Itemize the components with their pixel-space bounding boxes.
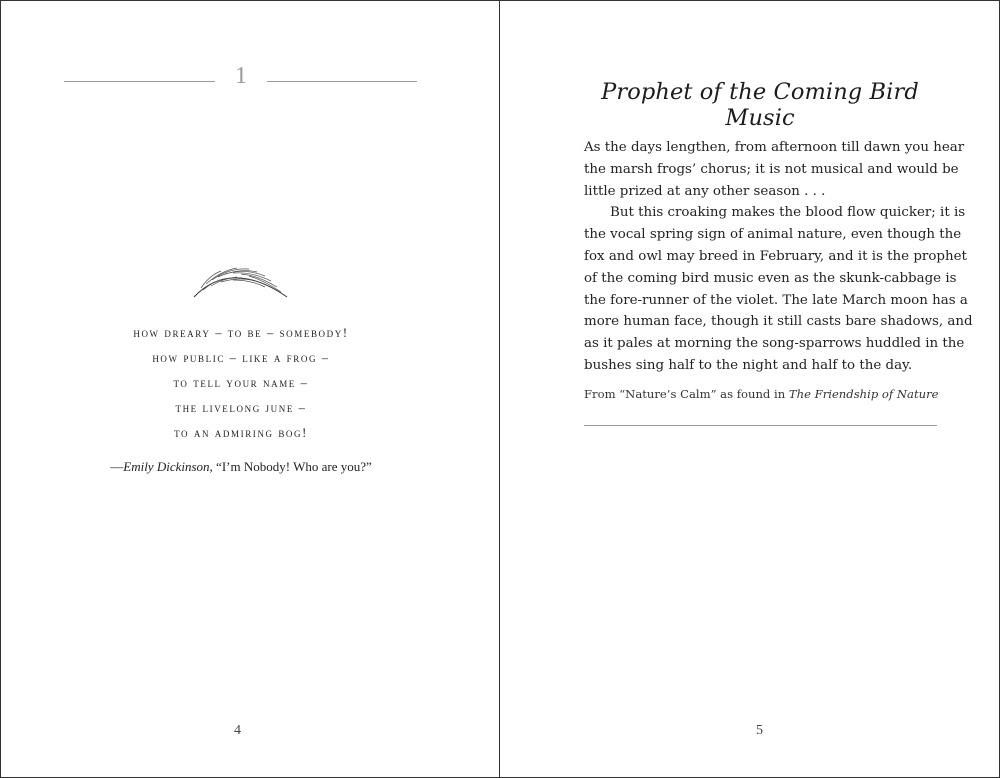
page-number-left: 4 xyxy=(234,723,241,738)
attribution-author: Emily Dickinson xyxy=(123,459,210,474)
chapter-rule-left xyxy=(64,81,215,82)
chapter-number: 1 xyxy=(235,63,247,89)
page-number-right: 5 xyxy=(756,723,763,738)
left-page xyxy=(1,1,499,777)
poem-line: the livelong june – xyxy=(175,401,307,415)
source-rule xyxy=(584,425,937,426)
essay-body xyxy=(584,137,973,377)
right-page xyxy=(500,1,999,777)
body-line: bushes sing half to the night and half to the day. xyxy=(584,357,913,373)
poem-line: to tell your name – xyxy=(173,376,309,390)
body-line: But this croaking makes the blood flow quicker; it is xyxy=(610,205,966,221)
body-line: of the coming bird music even as the skunk-cabbage is xyxy=(584,270,957,286)
body-line: little prized at any other season . . . xyxy=(584,183,826,199)
body-line: more human face, though it still casts bare shadows, and xyxy=(584,314,973,330)
source-citation xyxy=(584,387,944,401)
body-line: the vocal spring sign of animal nature, even though the xyxy=(584,227,962,243)
attribution-dash: — xyxy=(110,459,124,474)
poem-attribution xyxy=(1,459,481,475)
poem-line: how dreary – to be – somebody! xyxy=(133,326,349,340)
chapter-rule-right xyxy=(267,81,417,82)
body-line: the marsh frogs’ chorus; it is not musical and would be xyxy=(584,161,959,177)
body-line: fox and owl may breed in February, and it is the prophet xyxy=(584,248,967,264)
body-line: As the days lengthen, from afternoon till dawn you hear xyxy=(584,140,965,155)
poem-line: how public – like a frog – xyxy=(152,351,330,365)
body-line: as it pales at morning the song-sparrows huddled in the xyxy=(584,336,965,352)
attribution-work: , “I’m Nobody! Who are you?” xyxy=(209,459,372,474)
poem-line: to an admiring bog! xyxy=(174,426,308,440)
poem-epigraph xyxy=(1,321,481,446)
feather-icon xyxy=(191,259,291,301)
essay-title: Prophet of the Coming Bird Music xyxy=(601,79,919,131)
source-book-title: The Friendship of Nature xyxy=(788,387,939,401)
source-prefix: From “Nature’s Calm” as found in xyxy=(584,387,789,401)
body-line: the fore-runner of the violet. The late March moon has a xyxy=(584,292,968,308)
